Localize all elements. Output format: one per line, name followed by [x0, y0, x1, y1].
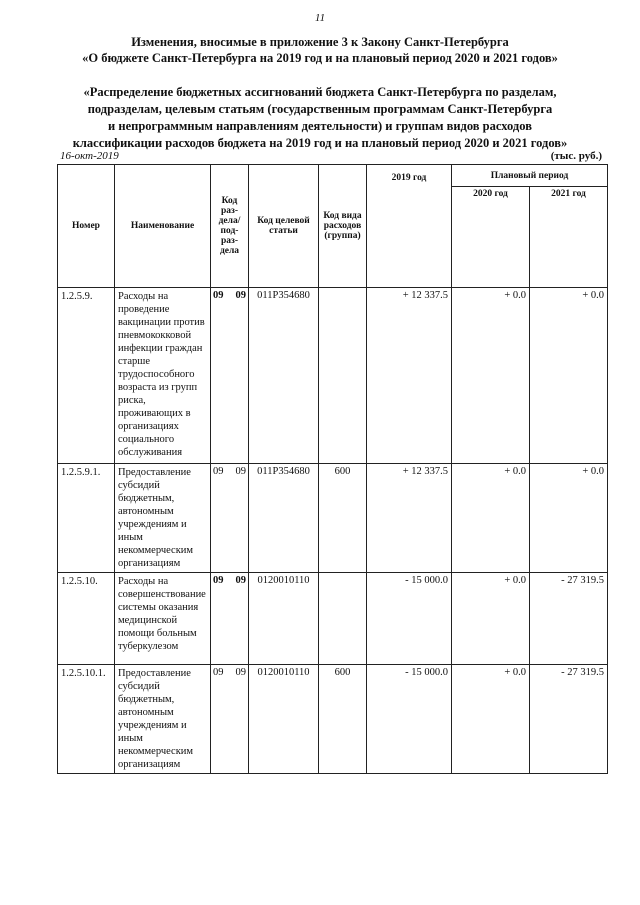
row-name: Расходы на совершенствование системы оказания медицинской помощи больным туберкулезом: [115, 573, 211, 665]
appendix-title: [0, 84, 640, 152]
title-line-1: «Распределение бюджетных ассигнований бюджета Санкт-Петербурга по разделам,: [83, 85, 557, 99]
row-target-code: 011P354680: [249, 288, 319, 464]
razdel-code: 09: [213, 667, 224, 678]
podrazdel-code: 09: [235, 575, 246, 586]
row-section-code: [211, 464, 249, 573]
row-value-2021: + 0.0: [530, 288, 608, 464]
row-number: 1.2.5.9.1.: [58, 464, 115, 573]
row-target-code: 0120010110: [249, 573, 319, 665]
razdel-code: 09: [213, 575, 224, 586]
header-2020: 2020 год: [452, 187, 530, 288]
razdel-code: 09: [213, 290, 224, 301]
budget-table: [57, 164, 608, 774]
row-value-2021: - 27 319.5: [530, 573, 608, 665]
podrazdel-code: 09: [235, 466, 246, 477]
header-2019: 2019 год: [367, 165, 452, 288]
razdel-code: 09: [213, 466, 224, 477]
title-line-2: подразделам, целевым статьям (государственным программам Санкт-Петербурга: [87, 102, 553, 116]
row-value-2019: + 12 337.5: [367, 288, 452, 464]
row-value-2020: + 0.0: [452, 665, 530, 774]
table-row: [58, 665, 608, 774]
header-target-code: Код целевой статьи: [249, 165, 319, 288]
header-line-1: Изменения, вносимые в приложение 3 к Закону Санкт-Петербурга: [131, 35, 509, 49]
document-date: 16-окт-2019: [60, 150, 119, 162]
row-value-2020: + 0.0: [452, 573, 530, 665]
table-row: [58, 288, 608, 464]
header-section-code: Код раз- дела/ под- раз- дела: [211, 165, 249, 288]
row-value-2020: + 0.0: [452, 464, 530, 573]
header-planned-period: Плановый период: [452, 165, 608, 187]
row-section-code: [211, 573, 249, 665]
row-value-2021: + 0.0: [530, 464, 608, 573]
row-value-2021: - 27 319.5: [530, 665, 608, 774]
row-number: 1.2.5.10.1.: [58, 665, 115, 774]
row-number: 1.2.5.9.: [58, 288, 115, 464]
table-row: [58, 464, 608, 573]
row-value-2019: - 15 000.0: [367, 573, 452, 665]
row-target-code: 0120010110: [249, 665, 319, 774]
table-row: [58, 573, 608, 665]
row-number: 1.2.5.10.: [58, 573, 115, 665]
title-line-4: классификации расходов бюджета на 2019 год и на плановый период 2020 и 2021 годов»: [72, 136, 568, 150]
row-name: Расходы на проведение вакцинации против пневмококковой инфекции граждан старше трудоспособного возраста из групп риска, проживающих в организациях социального обслуживания: [115, 288, 211, 464]
title-line-3: и непрограммным направлениям деятельности) и группам видов расходов: [108, 119, 532, 133]
page-number: 11: [314, 12, 326, 24]
row-kind-code: 600: [319, 464, 367, 573]
row-kind-code: 600: [319, 665, 367, 774]
row-kind-code: [319, 573, 367, 665]
row-value-2019: - 15 000.0: [367, 665, 452, 774]
podrazdel-code: 09: [235, 290, 246, 301]
row-value-2019: + 12 337.5: [367, 464, 452, 573]
row-target-code: 011P354680: [249, 464, 319, 573]
document-header: [0, 34, 640, 66]
header-name: Наименование: [115, 165, 211, 288]
units-label: (тыс. руб.): [550, 150, 602, 162]
header-kind-code: Код вида расходов (группа): [319, 165, 367, 288]
row-name: Предоставление субсидий бюджетным, автономным учреждениям и иным некоммерческим организациям: [115, 665, 211, 774]
header-line-2: «О бюджете Санкт-Петербурга на 2019 год и на плановый период 2020 и 2021 годов»: [82, 51, 558, 65]
row-value-2020: + 0.0: [452, 288, 530, 464]
header-number: Номер: [58, 165, 115, 288]
row-kind-code: [319, 288, 367, 464]
header-2021: 2021 год: [530, 187, 608, 288]
row-section-code: [211, 665, 249, 774]
row-section-code: [211, 288, 249, 464]
row-name: Предоставление субсидий бюджетным, автономным учреждениям и иным некоммерческим организациям: [115, 464, 211, 573]
podrazdel-code: 09: [235, 667, 246, 678]
